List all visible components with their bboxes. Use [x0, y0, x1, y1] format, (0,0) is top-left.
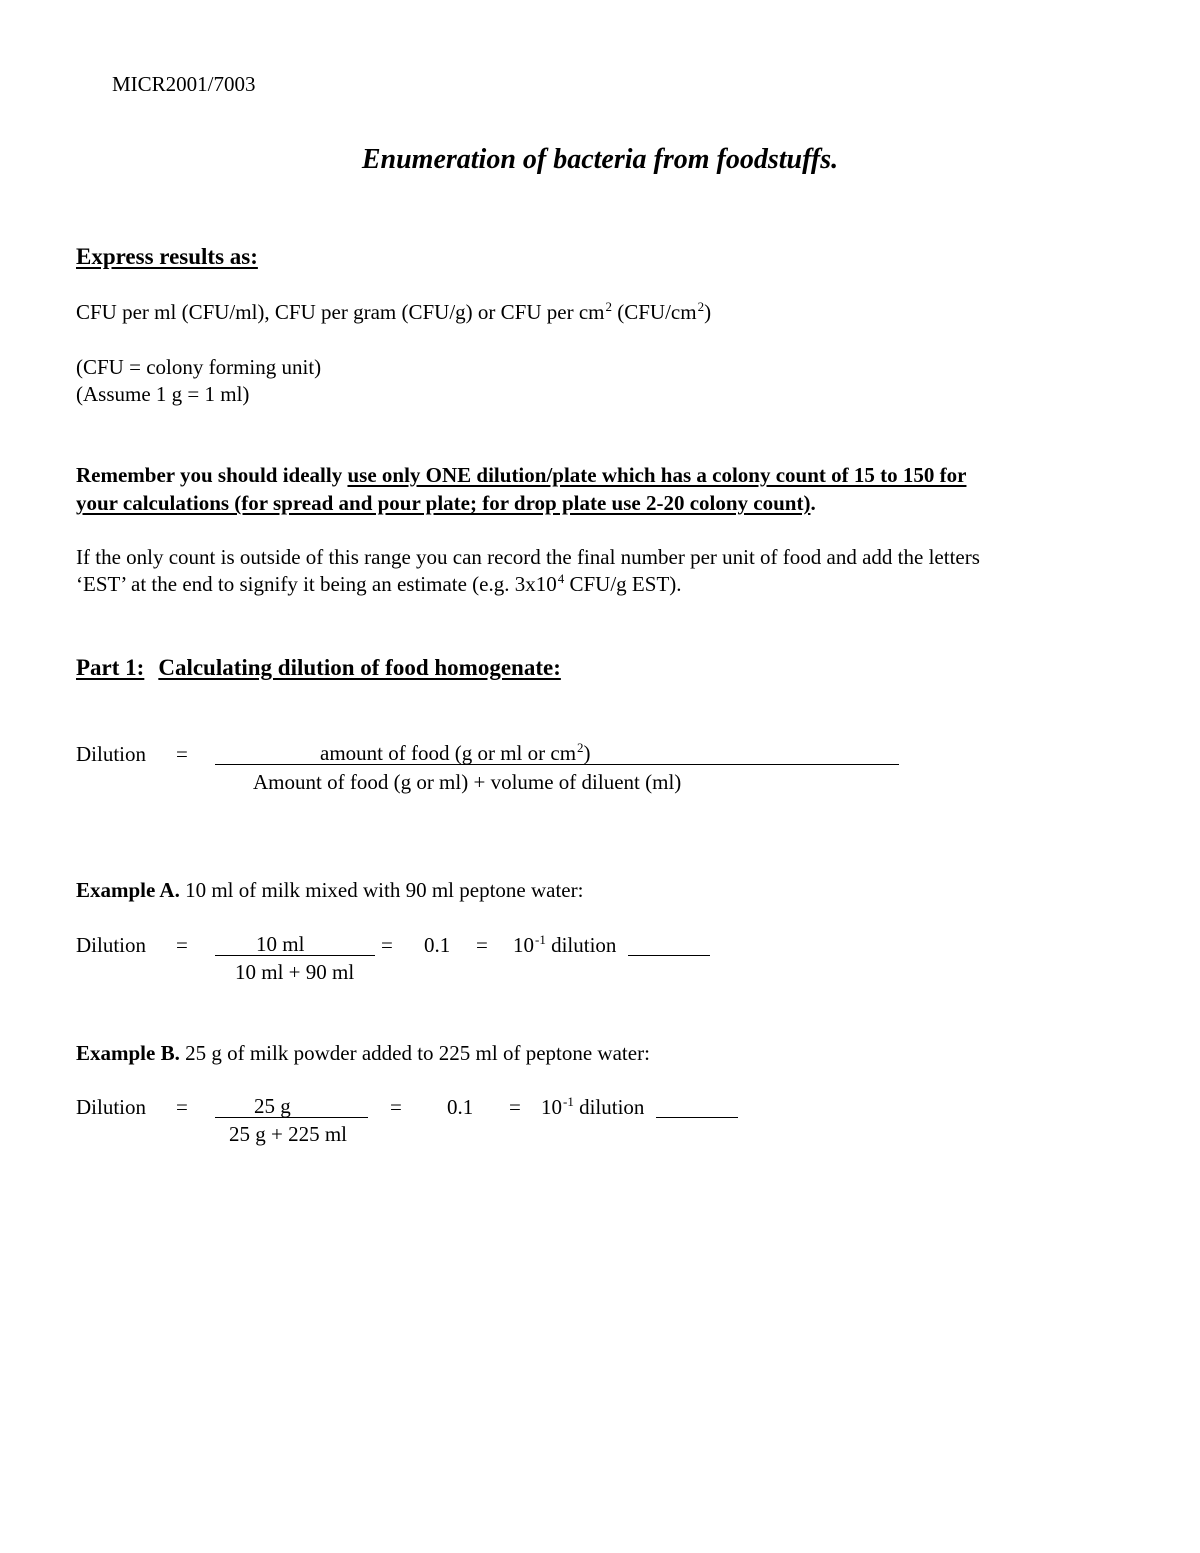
remember-underlined-2: your calculations (for spread and pour plate; for drop plate use 2-20 colony count): [76, 491, 811, 515]
example-b-label: Example B.: [76, 1041, 180, 1065]
example-a-label: Example A.: [76, 878, 180, 902]
formula-fraction-bar: [215, 764, 899, 765]
units-text-c: ): [704, 300, 712, 324]
example-b-denominator: 25 g + 225 ml: [229, 1122, 348, 1146]
example-a-equals-3: =: [476, 933, 488, 957]
example-b-equals-1: =: [176, 1095, 188, 1119]
assumption-note: (Assume 1 g = 1 ml): [76, 382, 250, 406]
estimate-sup: 4: [557, 571, 565, 586]
example-b-decimal: 0.1: [447, 1095, 474, 1119]
example-b-dilution-label: Dilution: [76, 1095, 147, 1119]
example-a-power-base: 10: [513, 933, 534, 957]
example-a-equals-1: =: [176, 933, 188, 957]
example-a-power-exp: -1: [535, 932, 546, 947]
remember-end: .: [810, 491, 816, 515]
example-b-power-base: 10: [541, 1095, 562, 1119]
formula-denominator: Amount of food (g or ml) + volume of diluent (ml): [253, 770, 682, 794]
example-b-equals-3: =: [509, 1095, 521, 1119]
example-a-dilution-label: Dilution: [76, 933, 147, 957]
units-line: [76, 299, 712, 324]
example-a-result-word: dilution: [545, 933, 617, 957]
cfu-definition: (CFU = colony forming unit): [76, 355, 322, 379]
example-a-answer-line: [628, 955, 710, 956]
part1-heading: [76, 656, 561, 679]
example-b-intro: [76, 1043, 650, 1064]
estimate-line-1: If the only count is outside of this range you can record the final number per unit of food and add the letters: [76, 545, 980, 569]
example-a-fraction-bar: [215, 955, 375, 956]
units-sup-1: 2: [605, 299, 612, 314]
formula-numerator-text: amount of food (g or ml or cm: [320, 741, 577, 765]
example-b-fraction-bar: [215, 1117, 368, 1118]
formula-label: Dilution: [76, 742, 147, 766]
formula-numerator: [320, 740, 591, 765]
example-b-result-word: dilution: [573, 1095, 645, 1119]
example-b-answer-line: [656, 1117, 738, 1118]
example-a-numerator: 10 ml: [256, 932, 305, 956]
remember-line-1: [76, 465, 966, 486]
example-b-description: 25 g of milk powder added to 225 ml of peptone water:: [179, 1041, 650, 1065]
remember-lead: Remember you should ideally: [76, 463, 348, 487]
units-text-a: CFU per ml (CFU/ml), CFU per gram (CFU/g) or CFU per cm: [76, 300, 605, 324]
example-b-power-exp: -1: [563, 1094, 574, 1109]
express-results-heading: Express results as:: [76, 244, 258, 269]
example-a-decimal: 0.1: [424, 933, 451, 957]
example-b-numerator: 25 g: [254, 1094, 291, 1118]
example-a-intro: [76, 880, 583, 901]
part1-title: Calculating dilution of food homogenate:: [158, 655, 561, 680]
remember-line-2: [76, 493, 816, 514]
estimate-line-2: [76, 571, 682, 596]
example-b-result: [541, 1094, 645, 1119]
formula-numerator-end: ): [583, 741, 591, 765]
part1-label: Part 1:: [76, 655, 145, 680]
units-sup-2: 2: [697, 299, 705, 314]
example-b-equals-2: =: [390, 1095, 402, 1119]
formula-equals: =: [176, 742, 188, 766]
estimate-text-a: ‘EST’ at the end to signify it being an estimate (e.g. 3x10: [76, 572, 557, 596]
units-text-b: (CFU/cm: [611, 300, 697, 324]
page-title: Enumeration of bacteria from foodstuffs.: [361, 144, 839, 175]
remember-underlined-1: use only ONE dilution/plate which has a colony count of 15 to 150 for: [347, 463, 967, 487]
example-a-denominator: 10 ml + 90 ml: [235, 960, 355, 984]
example-a-result: [513, 932, 617, 957]
course-code: MICR2001/7003: [112, 72, 256, 96]
example-a-equals-2: =: [381, 933, 393, 957]
example-a-description: 10 ml of milk mixed with 90 ml peptone water:: [179, 878, 584, 902]
formula-numerator-sup: 2: [577, 740, 584, 755]
estimate-text-b: CFU/g EST).: [564, 572, 682, 596]
